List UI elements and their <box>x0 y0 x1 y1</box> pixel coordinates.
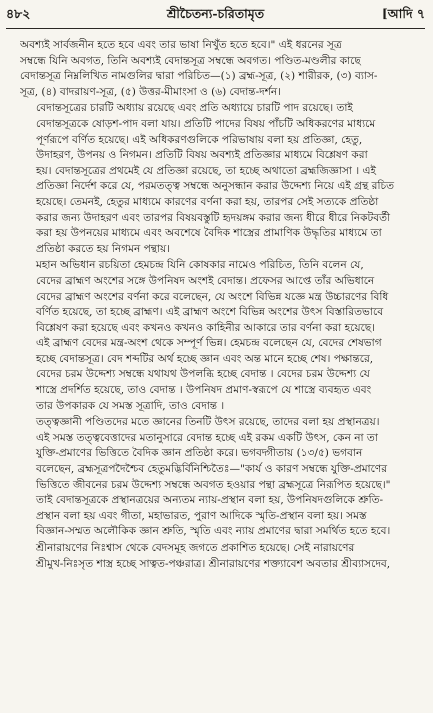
body-text <box>20 38 423 711</box>
text-line: হচ্ছে বেদান্তসূত্র। বেদ শব্দটির অর্থ হচ্ছে জ্ঞান এবং অন্ত মানে হচ্ছে শেষ। পক্ষান্তরে, <box>36 352 374 365</box>
chapter-marker: [আদি ৭ <box>381 6 425 21</box>
text-line: প্রতিষ্ঠা করতে হয় নিগমন পন্থায়। <box>36 242 171 255</box>
text-line: ভিত্তিতে জীবনের চরম উদ্দেশ্য সম্বন্ধে অবগত হওয়ার পন্থা ব্রহ্মসূত্রে নিরূপিত হয়েছে।" <box>36 478 391 491</box>
paragraph <box>20 38 423 100</box>
text-line: বেদান্তসূত্রকে ষোড়শ-পাদ বলা যায়। প্রতিটি পাদের বিষয় পাঁচটি অধিকরণের মাধ্যমে <box>36 117 376 130</box>
page-header <box>6 6 425 26</box>
text-line: বেদের চরম উদ্দেশ্য সম্বন্ধে যথাযথ উপলব্ধি হচ্ছে বেদান্ত । বেদের চরম উদ্দেশ্য যে <box>36 368 370 381</box>
text-line: উদাহরণ, উপনয় ও নিগমন। প্রতিটি বিষয় অবশ্যই প্রতিজ্ঞার মাধ্যমে বিশ্লেষণ করা <box>36 149 368 162</box>
text-line: সূত্র, (৪) বাদরায়ণ-সূত্র, (৫) উত্তর-মীমাংসা ও (৬) বেদান্ত-দর্শন। <box>20 85 281 98</box>
text-line: তাই বেদান্তসূত্রকে প্রস্থানত্রয়ের অন্যতম ন্যায়-প্রস্থান বলা হয়, উপনিষদগুলিকে শ্রুতি- <box>36 494 384 507</box>
text-line: বর্ণিত হয়েছে, তা হচ্ছে ব্রাহ্মণ। এই ব্রাহ্মণ অংশে বিভিন্ন অংশের উৎস বিস্তারিতভাবে <box>36 306 384 319</box>
text-line: অবশ্যই সার্বজনীন হতে হবে এবং তার ভাষা নিখুঁত হতে হবে।" এই ধরনের সূত্র <box>20 39 342 51</box>
text-line: করার জন্য উদাহরণ এবং তারপর বিষয়বস্তুটি হৃদয়ঙ্গম করার জন্য ধীরে ধীরে নিকটবর্তী <box>36 211 391 224</box>
text-line: শাস্ত্রে প্রদর্শিত হয়েছে, তাও বেদান্ত । উপনিষদ প্রমাণ-স্বরূপে যে শাস্ত্রে ব্যবহৃত এবং <box>36 384 372 397</box>
text-line: যুক্তি-প্রমাণের ভিত্তিতে বৈদিক জ্ঞান প্রতিষ্ঠা করে। ভগবদ্গীতায় (১৩/৫) ভগবান <box>36 447 363 460</box>
text-line: এই সমস্ত তত্ত্ববেত্তাদের মতানুসারে বেদান্ত হচ্ছে এই রকম একটি উৎস, কেন না তা <box>36 431 378 444</box>
text-line: প্রতিজ্ঞা নির্দেশ করে যে, পরমতত্ত্ব সম্বন্ধে অনুসন্ধান করার উদ্দেশ্য নিয়ে এই গ্রন্থ রচিত <box>36 180 395 193</box>
paragraph <box>20 541 423 572</box>
page-number: ৪৮২ <box>6 6 31 21</box>
text-line: শ্রীনারায়ণের নিঃশ্বাস থেকে বেদসমূহ জগতে প্রকাশিত হয়েছে। সেই নারায়ণের <box>36 542 355 554</box>
text-line: করা হয় উপনয়ের মাধ্যমে এবং অবশেষে বৈদিক শাস্ত্রের প্রামাণিক উদ্ধৃতির মাধ্যমে তা <box>36 227 382 240</box>
text-line: সম্বন্ধে যিনি অবগত, তিনি অবশ্যই বেদান্তসূত্র সম্বন্ধে অবগত। পণ্ডিত-মণ্ডলীর কাছে <box>20 54 361 67</box>
header-rule <box>6 28 425 29</box>
text-line: মহান অভিধান রচয়িতা হেমচন্দ্র যিনি কোষকার নামেও পরিচিত, তিনি বলেন যে, <box>36 259 364 272</box>
text-line: তার উপকারক যে সমস্ত সূত্রাদি, তাও বেদান্ত । <box>36 399 225 412</box>
paragraph <box>20 415 423 540</box>
text-line: বিজ্ঞান-সম্মত অলৌকিক জ্ঞান শ্রুতি, স্মৃতি এবং ন্যায় প্রমাণের দ্বারা সমর্থিত হতে হবে। <box>36 525 391 538</box>
text-line: শ্রীমুখ-নিঃসৃত শাস্ত্র হচ্ছে সাত্বত-পঞ্চরাত্র। শ্রীনারায়ণের শক্ত্যাবেশ অবতার শ্রীব্যাসদেব, <box>36 557 391 570</box>
text-line: বেদান্তসূত্রের চারটি অধ্যায় রয়েছে এবং প্রতি অধ্যায়ে চারটি পাদ রয়েছে। তাই <box>36 102 353 115</box>
text-line: বেদের ব্রাহ্মণ অংশের সঙ্গে উপনিষদ অংশই বেদান্ত। প্রফেসর আপ্তে তাঁর অভিধানে <box>36 274 375 287</box>
text-line: তত্ত্বজ্ঞানী পণ্ডিতদের মতে জ্ঞানের তিনটি উৎস রয়েছে, তাদের বলা হয় প্রস্থানত্রয়। <box>36 416 380 429</box>
text-line: প্রস্থান বলা হয় এবং গীতা, মহাভারত, পুরাণ আদিকে স্মৃতি-প্রস্থান বলা হয়। সমস্ত <box>36 509 367 522</box>
text-line: হয়। বেদান্তসূত্রের প্রথমেই যে প্রতিজ্ঞা রয়েছে, তা হচ্ছে অথাতো ব্রহ্মজিজ্ঞাসা । এই <box>36 164 376 177</box>
running-title: শ্রীচৈতন্য-চরিতামৃত <box>166 6 265 21</box>
text-line: বেদের ব্রাহ্মণ অংশের বর্ণনা করে বলেছেন, যে অংশে বিভিন্ন যজ্ঞে মন্ত্র উচ্চারণের বিধি <box>36 290 389 303</box>
text-line: বলেছেন, ব্রহ্মসূত্রপদৈশ্চৈব হেতুমদ্ভির্বিনিশ্চিতৈঃ—"কার্য ও কারণ সম্বন্ধে যুক্তি-প্রমাণের <box>36 463 388 476</box>
text-line: হয়েছে। তেমনই, হেতুর মাধ্যমে কারণের বর্ণনা করা হয়, তারপর সেই সত্যকে প্রতিষ্ঠা <box>36 195 379 208</box>
text-line: এই ব্রাহ্মণ বেদের মন্ত্র-অংশ থেকে সম্পূর্ণ ভিন্ন। হেমচন্দ্র বলেছেন যে, বেদের শেষভাগ <box>36 337 382 350</box>
text-line: পূর্ণরূপে বর্ণিত হয়েছে। এই অধিকরণগুলিকে পরিভাষায় বলা হয় প্রতিজ্ঞা, হেতু, <box>36 133 363 146</box>
text-line: বেদান্তসূত্র নিম্নলিখিত নামগুলির দ্বারা পরিচিত—(১) ব্রহ্ম-সূত্র, (২) শারীরক, (৩) ব্যাস- <box>20 70 378 83</box>
paragraph <box>20 101 423 257</box>
paragraph <box>20 258 423 414</box>
text-line: বিশ্লেষণ করা হয়েছে এবং কখনও কখনও কাহিনীর আকারে তার বর্ণনা করা হয়েছে। <box>36 321 375 334</box>
